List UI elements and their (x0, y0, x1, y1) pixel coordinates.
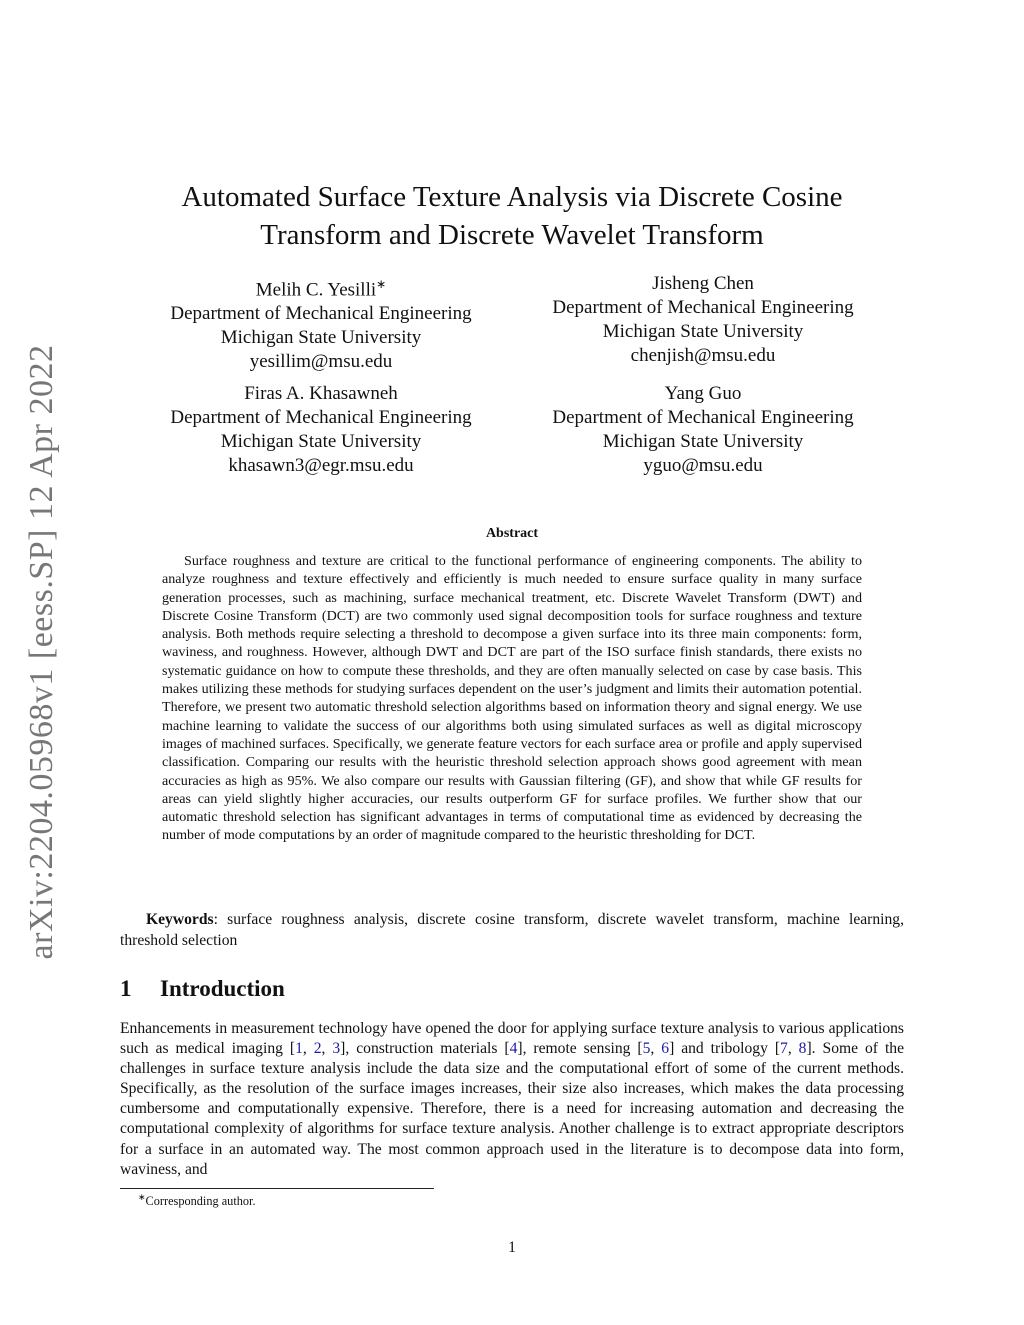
author-card (512, 382, 894, 478)
paper-title-line-2: Transform and Discrete Wavelet Transform (260, 219, 764, 251)
citation-link[interactable]: 8 (798, 1040, 807, 1058)
author-name: Yang Guo (664, 383, 742, 405)
citation-link[interactable]: 2 (313, 1040, 322, 1058)
author-email: khasawn3@egr.msu.edu (228, 455, 414, 477)
author-name: Firas A. Khasawneh (244, 383, 398, 405)
footnote (138, 1192, 256, 1209)
paper-title-line-1: Automated Surface Texture Analysis via Discrete Cosine (181, 181, 843, 213)
author-name: Melih C. Yesilli∗ (255, 277, 387, 301)
author-department: Department of Mechanical Engineering (552, 297, 854, 318)
keywords-paragraph (120, 909, 904, 951)
abstract-heading: Abstract (485, 526, 539, 541)
introduction-paragraph: Enhancements in measurement technology have opened the door for applying surface texture analysis to various applications such as medical imaging [1, 2, 3], construction materials [4], remote sensing [5, 6] and tribology [7, 8]. Some of the challenges in surface texture analysis include the data size and the computational effort of some of the current methods. Specifically, as the resolution of the surface images increases, their size also increases, which makes the data processing cumbersome and computationally expensive. Therefore, there is a need for increasing automation and decreasing the computational complexity of algorithms for surface texture analysis. Another challenge is to extract appropriate descriptors for a surface in an automated way. The most common approach used in the literature is to decompose data into form, waviness, and (120, 1020, 904, 1178)
author-block (130, 272, 894, 478)
section-heading (120, 976, 285, 1002)
author-university: Michigan State University (220, 327, 422, 349)
citation-link[interactable]: 1 (295, 1040, 303, 1058)
citation-link[interactable]: 4 (509, 1040, 518, 1058)
author-name: Jisheng Chen (652, 273, 754, 294)
author-email: chenjish@msu.edu (630, 345, 776, 366)
citation-link[interactable]: 6 (661, 1040, 670, 1058)
author-card (130, 272, 512, 374)
page-number: 1 (508, 1239, 516, 1256)
citation-link[interactable]: 5 (642, 1040, 651, 1058)
author-department: Department of Mechanical Engineering (170, 303, 472, 325)
author-card (130, 382, 512, 478)
citation-link[interactable]: 3 (332, 1040, 341, 1058)
author-university: Michigan State University (220, 431, 422, 453)
section-title: Introduction (160, 976, 285, 1001)
author-email: yesillim@msu.edu (249, 351, 393, 373)
author-card (512, 272, 894, 374)
corresponding-author-mark: ∗ (376, 277, 387, 291)
section-number: 1 (120, 976, 132, 1001)
paper-title (120, 178, 904, 254)
author-email: yguo@msu.edu (643, 455, 763, 477)
author-university: Michigan State University (602, 431, 804, 453)
keywords-text: : surface roughness analysis, discrete cosine transform, discrete wavelet transform, machine learning, threshold selection (120, 911, 904, 949)
footnote-text: Corresponding author. (145, 1194, 256, 1209)
footnote-divider (120, 1188, 434, 1189)
footnote-mark: ∗ (138, 1192, 146, 1202)
arxiv-identifier-stamp: arXiv:2204.05968v1 [eess.SP] 12 Apr 2022 (23, 344, 60, 960)
citation-link[interactable]: 7 (780, 1040, 788, 1058)
keywords-label: Keywords (146, 911, 214, 928)
author-university: Michigan State University (602, 321, 804, 342)
author-department: Department of Mechanical Engineering (552, 407, 854, 429)
abstract-text: Surface roughness and texture are critical to the functional performance of engineering components. The ability to analyze roughness and texture effectively and efficiently is much needed to ensure surface quality in many surface generation processes, such as machining, surface mechanical treatment, etc. Discrete Wavelet Transform (DWT) and Discrete Cosine Transform (DCT) are two commonly used signal decomposition tools for surface roughness and texture analysis. Both methods require selecting a threshold to decompose a given surface into its three main components: form, waviness, and roughness. However, although DWT and DCT are part of the ISO surface finish standards, there exists no systematic guidance on how to compute these thresholds, and they are often manually selected on case by case basis. This makes utilizing these methods for studying surfaces dependent on the user’s judgment and limits their automation potential. Therefore, we present two automatic threshold selection algorithms based on information theory and signal energy. We use machine learning to validate the success of our algorithms both using simulated surfaces as well as digital microscopy images of machined surfaces. Specifically, we generate feature vectors for each surface area or profile and apply supervised classification. Comparing our results with the heuristic threshold selection approach shows good agreement with mean accuracies as high as 95%. We also compare our results with Gaussian filtering (GF), and show that while GF results for areas can yield slightly higher accuracies, our results outperform GF for surface profiles. We further show that our automatic threshold selection has significant advantages in terms of computational time as evidenced by decreasing the number of mode computations by an order of magnitude compared to the heuristic thresholding for DCT. (162, 553, 862, 844)
author-department: Department of Mechanical Engineering (170, 407, 472, 429)
